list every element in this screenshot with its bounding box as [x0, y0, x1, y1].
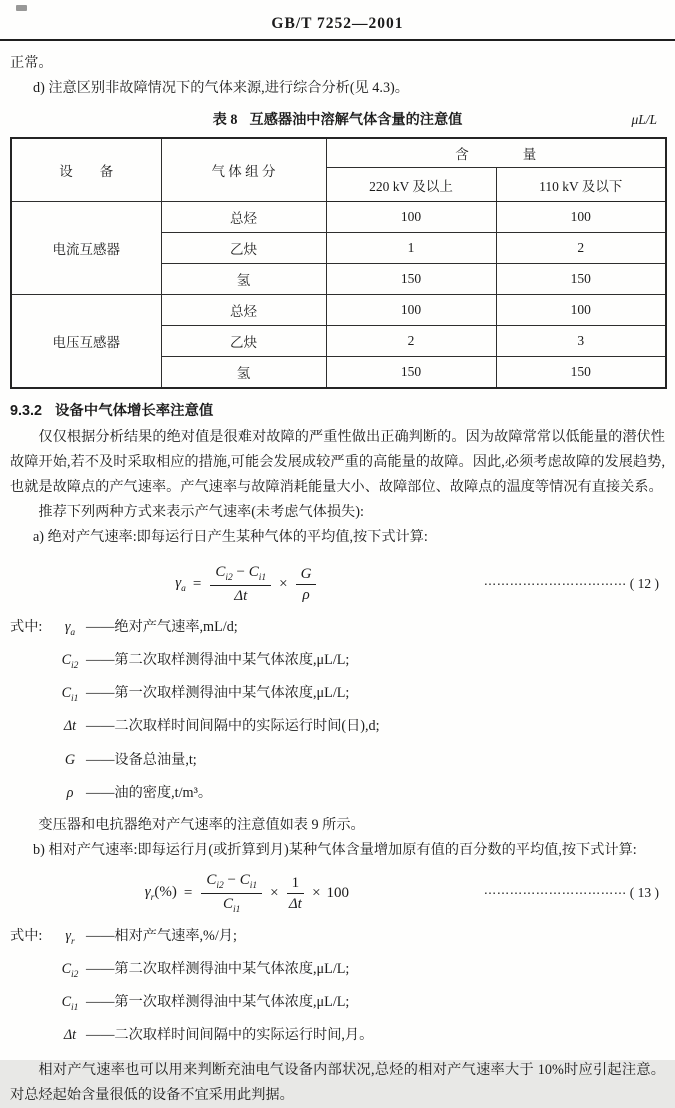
table8-caption	[213, 112, 463, 128]
definition-term: $C_{i1}$	[61, 685, 79, 705]
definition-item	[10, 956, 665, 989]
definition-item	[10, 1022, 665, 1055]
col-header-component: 气 体 组 分	[161, 138, 326, 202]
section-title: 设备中气体增长率注意值	[55, 403, 214, 419]
cell-value-220: 2	[326, 326, 496, 357]
formula-13-reference	[484, 885, 665, 901]
section-number: 9.3.2	[10, 403, 43, 419]
cell-component: 总烃	[161, 202, 326, 233]
header-rule	[0, 39, 675, 41]
table8-unit: μL/L	[631, 112, 657, 127]
cell-value-110: 100	[496, 202, 666, 233]
definition-item	[10, 923, 665, 956]
fraction-numerator: $C_{i2} - C_{i1}$	[201, 871, 262, 894]
fraction-denominator: Δt	[288, 895, 302, 912]
table8-caption-row	[10, 108, 665, 132]
fraction-concentration	[201, 871, 262, 917]
table-header-row-1	[11, 138, 666, 168]
cell-value-110: 3	[496, 326, 666, 357]
definition-text: ——第二次取样测得油中某气体浓度,μL/L;	[86, 961, 350, 978]
fraction-denominator: ρ	[302, 586, 310, 603]
equals-sign: =	[192, 575, 202, 592]
definition-item	[10, 713, 665, 746]
definition-term: $\gamma_r$	[65, 928, 75, 948]
definition-text: ——设备总油量,t;	[86, 751, 197, 768]
gamma-a-symbol: $\gamma_a$	[175, 574, 186, 594]
col-header-content: 含 量	[326, 138, 666, 168]
col-header-220kv: 220 kV 及以上	[326, 168, 496, 202]
cell-value-220: 150	[326, 357, 496, 389]
definition-item	[10, 780, 665, 813]
definition-term: $\gamma_a$	[64, 619, 76, 639]
col-header-equipment: 设 备	[11, 138, 161, 202]
definition-text: ——第一次取样测得油中某气体浓度,μL/L;	[86, 685, 350, 702]
list-item-a: a) 绝对产气速率:即每运行日产生某种气体的平均值,按下式计算:	[33, 529, 428, 545]
cell-component: 总烃	[161, 295, 326, 326]
factor-100: 100	[326, 884, 350, 901]
equation-number: ( 13 )	[629, 885, 659, 901]
definitions-formula-12	[10, 614, 665, 812]
document-body	[0, 51, 675, 1108]
definition-item	[10, 989, 665, 1022]
fraction-numerator: G	[296, 565, 317, 585]
definition-text: ——第一次取样测得油中某气体浓度,μL/L;	[86, 994, 350, 1011]
minus-sign: −	[236, 564, 246, 580]
formula-12-expression	[10, 563, 484, 605]
fraction-time	[287, 874, 305, 913]
equals-sign: =	[183, 884, 193, 901]
cell-component: 氢	[161, 264, 326, 295]
formula-13-expression	[10, 871, 484, 917]
page-header	[0, 0, 675, 33]
cell-value-220: 100	[326, 202, 496, 233]
paragraph-closing: 相对产气速率也可以用来判断充油电气设备内部状况,总烃的相对产气速率大于 10%时应引起注意。对总烃起始含量很低的设备不宜采用此判据。	[10, 1062, 665, 1104]
table8	[10, 137, 667, 389]
cell-equipment-voltage-transformer: 电压互感器	[11, 295, 161, 389]
fraction-numerator: $C_{i2} - C_{i1}$	[210, 563, 271, 586]
cell-value-110: 150	[496, 264, 666, 295]
dotted-leader: ⋯⋯⋯⋯⋯⋯⋯⋯⋯⋯⋯	[483, 886, 627, 901]
table8-title: 互感器油中溶解气体含量的注意值	[249, 112, 463, 128]
fraction-numerator: 1	[287, 874, 305, 894]
cell-value-220: 150	[326, 264, 496, 295]
formula-12-reference	[484, 576, 665, 592]
definition-item	[10, 614, 665, 647]
list-item-d: d) 注意区别非故障情况下的气体来源,进行综合分析(见 4.3)。	[33, 80, 409, 96]
paragraph-continuation: 正常。	[10, 55, 53, 71]
col-header-110kv: 110 kV 及以下	[496, 168, 666, 202]
cell-value-110: 2	[496, 233, 666, 264]
multiply-sign: ×	[270, 884, 279, 901]
definition-term: G	[64, 751, 76, 768]
table-row	[11, 295, 666, 326]
fraction-denominator: Δt	[234, 588, 248, 605]
definition-text: ——绝对产气速率,mL/d;	[86, 619, 238, 636]
definition-term: $C_{i2}$	[61, 652, 79, 672]
fraction-concentration	[210, 563, 271, 605]
definition-lead: 式中:	[10, 619, 43, 636]
paragraph-932-1: 仅仅根据分析结果的绝对值是很难对故障的严重性做出正确判断的。因为故障常常以低能量的潜伏性故障开始,若不及时采取相应的措施,可能会发展成较严重的高能量的故障。因此,必须考虑故障的发展趋势,也就是故障点的产气速率。产气速率与故障消耗能量大小、故障部位、故障点的温度等情况有直接关系。	[10, 429, 665, 495]
definitions-formula-13	[10, 923, 665, 1055]
list-item-b: b) 相对产气速率:即每运行月(或折算到月)某种气体含量增加原有值的百分数的平均值,按下式计算:	[33, 841, 637, 858]
formula-13	[10, 871, 665, 917]
cell-value-110: 100	[496, 295, 666, 326]
definition-text: ——相对产气速率,%/月;	[86, 928, 237, 945]
definition-term: $C_{i1}$	[61, 994, 79, 1014]
gamma-r-symbol: $\gamma_r(\%)$	[144, 883, 177, 903]
table8-label: 表 8	[212, 112, 238, 128]
table-row	[11, 202, 666, 233]
multiply-sign: ×	[279, 575, 288, 592]
definition-text: ——第二次取样测得油中某气体浓度,μL/L;	[86, 652, 350, 669]
cell-value-220: 1	[326, 233, 496, 264]
definition-text: ——二次取样时间间隔中的实际运行时间(日),d;	[86, 718, 380, 735]
definition-item	[10, 747, 665, 780]
paragraph-table9-reference: 变压器和电抗器绝对产气速率的注意值如表 9 所示。	[38, 816, 365, 833]
doc-number: GB/T 7252—2001	[271, 15, 404, 32]
definition-term: Δt	[63, 718, 77, 735]
fraction-denominator: $C_{i1}$	[223, 895, 241, 915]
cell-value-220: 100	[326, 295, 496, 326]
fraction-oil-mass	[296, 565, 317, 604]
definition-term: Δt	[63, 1027, 77, 1044]
cell-value-110: 150	[496, 357, 666, 389]
cell-component: 乙炔	[161, 233, 326, 264]
equation-number: ( 12 )	[629, 576, 659, 592]
cell-equipment-current-transformer: 电流互感器	[11, 202, 161, 295]
section-heading-932	[10, 401, 665, 422]
definition-text: ——油的密度,t/m³。	[86, 784, 213, 801]
definition-item	[10, 680, 665, 713]
formula-12	[10, 563, 665, 605]
definition-term: $C_{i2}$	[61, 961, 79, 981]
definition-term: ρ	[66, 784, 74, 801]
scan-artifact	[16, 5, 27, 11]
cell-component: 乙炔	[161, 326, 326, 357]
cell-component: 氢	[161, 357, 326, 389]
definition-text: ——二次取样时间间隔中的实际运行时间,月。	[86, 1027, 374, 1044]
percent-sign: (%)	[154, 883, 177, 900]
minus-sign: −	[227, 871, 236, 888]
paragraph-932-2: 推荐下列两种方式来表示产气速率(未考虑气体损失):	[38, 504, 364, 520]
definition-item	[10, 647, 665, 680]
multiply-sign: ×	[312, 884, 321, 901]
dotted-leader: ⋯⋯⋯⋯⋯⋯⋯⋯⋯⋯⋯	[483, 577, 627, 592]
definition-lead: 式中:	[10, 928, 43, 945]
